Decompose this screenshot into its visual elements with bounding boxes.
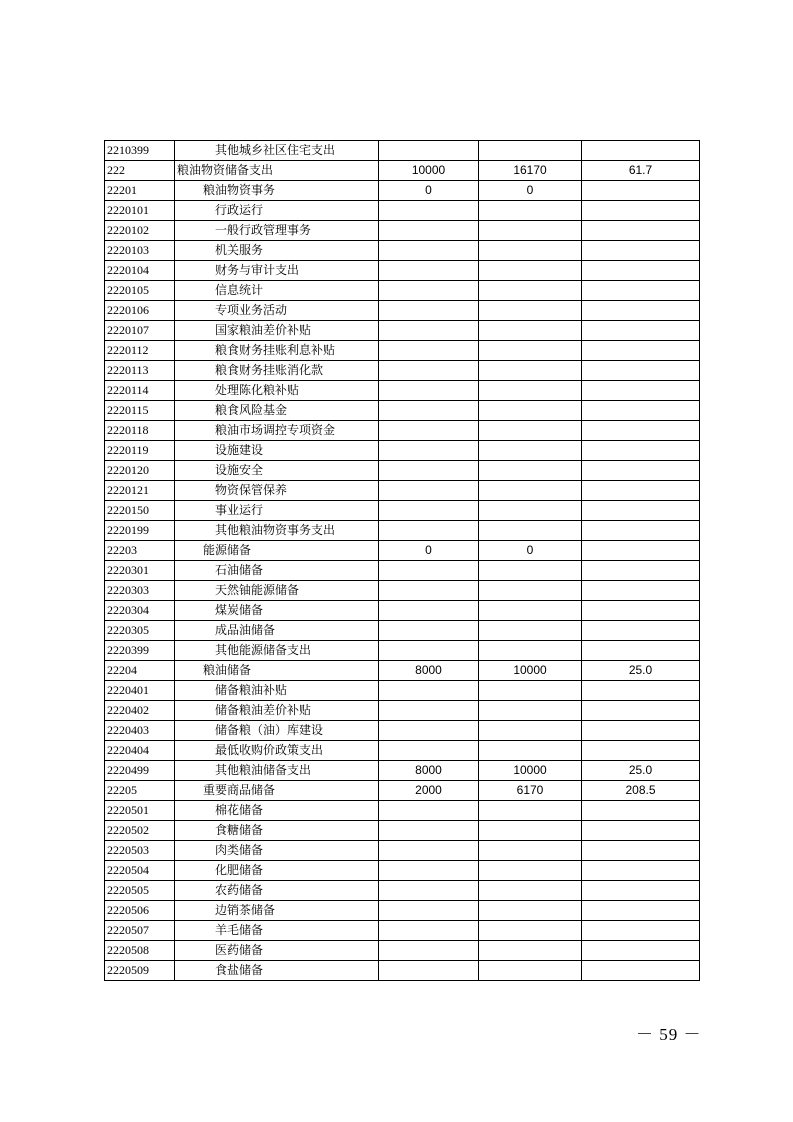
row-value-3-cell — [582, 241, 700, 261]
row-value-3-cell — [582, 501, 700, 521]
table-row — [105, 721, 700, 741]
row-code-cell: 2220508 — [105, 941, 175, 961]
row-code-cell: 2220504 — [105, 861, 175, 881]
row-code-cell: 2220106 — [105, 301, 175, 321]
row-value-3-cell — [582, 941, 700, 961]
row-code-cell: 2220401 — [105, 681, 175, 701]
row-code-cell: 2220304 — [105, 601, 175, 621]
row-value-3-cell — [582, 301, 700, 321]
row-code-cell: 2220502 — [105, 821, 175, 841]
row-name-cell: 食糖储备 — [175, 821, 379, 841]
row-code-cell: 2220105 — [105, 281, 175, 301]
row-value-2-cell — [479, 581, 582, 601]
row-name-cell: 最低收购价政策支出 — [175, 741, 379, 761]
row-value-3-cell — [582, 401, 700, 421]
table-row — [105, 561, 700, 581]
row-value-1-cell — [379, 321, 479, 341]
row-code-cell: 2220103 — [105, 241, 175, 261]
row-name-cell: 其他粮油物资事务支出 — [175, 521, 379, 541]
table-row — [105, 861, 700, 881]
row-value-1-cell — [379, 941, 479, 961]
table-row — [105, 641, 700, 661]
row-value-3-cell — [582, 841, 700, 861]
table-row — [105, 441, 700, 461]
row-value-3-cell — [582, 601, 700, 621]
row-code-cell: 2220102 — [105, 221, 175, 241]
table-body — [105, 141, 700, 981]
row-code-cell: 2220107 — [105, 321, 175, 341]
row-value-2-cell — [479, 961, 582, 981]
row-value-2-cell — [479, 301, 582, 321]
table-row — [105, 221, 700, 241]
row-value-3-cell — [582, 581, 700, 601]
row-value-3-cell — [582, 341, 700, 361]
row-name-cell: 肉类储备 — [175, 841, 379, 861]
row-value-1-cell — [379, 301, 479, 321]
row-value-1-cell: 8000 — [379, 661, 479, 681]
row-value-3-cell: 25.0 — [582, 661, 700, 681]
row-code-cell: 22205 — [105, 781, 175, 801]
row-value-3-cell — [582, 381, 700, 401]
row-name-cell: 处理陈化粮补贴 — [175, 381, 379, 401]
row-code-cell: 2220399 — [105, 641, 175, 661]
row-value-3-cell — [582, 221, 700, 241]
row-value-3-cell — [582, 261, 700, 281]
row-value-1-cell: 2000 — [379, 781, 479, 801]
table-row — [105, 461, 700, 481]
row-value-2-cell — [479, 821, 582, 841]
row-name-cell: 石油储备 — [175, 561, 379, 581]
row-name-cell: 国家粮油差价补贴 — [175, 321, 379, 341]
row-code-cell: 2220118 — [105, 421, 175, 441]
row-code-cell: 2220119 — [105, 441, 175, 461]
row-code-cell: 2220114 — [105, 381, 175, 401]
row-value-3-cell — [582, 701, 700, 721]
row-code-cell: 2220503 — [105, 841, 175, 861]
row-value-1-cell — [379, 881, 479, 901]
row-code-cell: 2220506 — [105, 901, 175, 921]
row-value-1-cell — [379, 201, 479, 221]
row-value-1-cell — [379, 481, 479, 501]
row-code-cell: 2220404 — [105, 741, 175, 761]
row-value-2-cell — [479, 261, 582, 281]
row-value-1-cell — [379, 361, 479, 381]
row-value-2-cell — [479, 701, 582, 721]
row-name-cell: 棉花储备 — [175, 801, 379, 821]
row-name-cell: 其他能源储备支出 — [175, 641, 379, 661]
table-row — [105, 241, 700, 261]
table-row — [105, 841, 700, 861]
row-value-2-cell — [479, 881, 582, 901]
row-value-1-cell — [379, 461, 479, 481]
table-row — [105, 901, 700, 921]
table-row — [105, 661, 700, 681]
table-row — [105, 541, 700, 561]
row-value-2-cell — [479, 461, 582, 481]
row-value-3-cell — [582, 721, 700, 741]
row-value-3-cell — [582, 621, 700, 641]
table-row — [105, 381, 700, 401]
row-value-2-cell — [479, 381, 582, 401]
row-value-1-cell — [379, 421, 479, 441]
row-name-cell: 其他城乡社区住宅支出 — [175, 141, 379, 161]
row-value-3-cell — [582, 461, 700, 481]
row-code-cell: 2220104 — [105, 261, 175, 281]
table-row — [105, 201, 700, 221]
row-value-2-cell — [479, 941, 582, 961]
row-code-cell: 2220121 — [105, 481, 175, 501]
row-code-cell: 2220101 — [105, 201, 175, 221]
row-value-2-cell — [479, 321, 582, 341]
row-name-cell: 其他粮油储备支出 — [175, 761, 379, 781]
row-code-cell: 22203 — [105, 541, 175, 561]
row-code-cell: 222 — [105, 161, 175, 181]
table-row — [105, 581, 700, 601]
row-code-cell: 2220305 — [105, 621, 175, 641]
row-value-3-cell — [582, 141, 700, 161]
row-value-3-cell — [582, 861, 700, 881]
row-value-3-cell — [582, 641, 700, 661]
row-code-cell: 2220115 — [105, 401, 175, 421]
row-value-2-cell — [479, 221, 582, 241]
row-value-3-cell — [582, 741, 700, 761]
row-name-cell: 设施建设 — [175, 441, 379, 461]
row-value-1-cell — [379, 141, 479, 161]
page-number: － 59 － — [636, 1025, 702, 1044]
row-value-2-cell: 6170 — [479, 781, 582, 801]
row-name-cell: 粮油物资事务 — [175, 181, 379, 201]
row-value-3-cell — [582, 521, 700, 541]
row-value-2-cell — [479, 421, 582, 441]
row-value-2-cell: 10000 — [479, 661, 582, 681]
row-code-cell: 2220113 — [105, 361, 175, 381]
row-value-3-cell — [582, 561, 700, 581]
row-value-1-cell — [379, 221, 479, 241]
row-name-cell: 农药储备 — [175, 881, 379, 901]
row-code-cell: 2220303 — [105, 581, 175, 601]
row-name-cell: 行政运行 — [175, 201, 379, 221]
row-code-cell: 2210399 — [105, 141, 175, 161]
table-row — [105, 501, 700, 521]
table-row — [105, 961, 700, 981]
row-value-2-cell — [479, 201, 582, 221]
row-name-cell: 煤炭储备 — [175, 601, 379, 621]
row-code-cell: 2220501 — [105, 801, 175, 821]
row-value-3-cell — [582, 421, 700, 441]
row-value-2-cell — [479, 361, 582, 381]
row-value-3-cell — [582, 801, 700, 821]
table-row — [105, 321, 700, 341]
row-value-2-cell — [479, 141, 582, 161]
table-row — [105, 921, 700, 941]
row-name-cell: 信息统计 — [175, 281, 379, 301]
row-name-cell: 粮油市场调控专项资金 — [175, 421, 379, 441]
row-value-2-cell — [479, 721, 582, 741]
row-value-2-cell — [479, 601, 582, 621]
row-value-2-cell — [479, 841, 582, 861]
table-row — [105, 141, 700, 161]
row-value-1-cell — [379, 241, 479, 261]
row-value-1-cell — [379, 821, 479, 841]
row-name-cell: 事业运行 — [175, 501, 379, 521]
row-value-2-cell — [479, 281, 582, 301]
row-value-2-cell — [479, 921, 582, 941]
row-value-3-cell — [582, 921, 700, 941]
row-value-3-cell — [582, 681, 700, 701]
row-value-2-cell — [479, 801, 582, 821]
row-name-cell: 医药储备 — [175, 941, 379, 961]
row-value-1-cell — [379, 861, 479, 881]
table-row — [105, 361, 700, 381]
row-code-cell: 2220150 — [105, 501, 175, 521]
row-name-cell: 重要商品储备 — [175, 781, 379, 801]
row-name-cell: 粮食财务挂账利息补贴 — [175, 341, 379, 361]
row-name-cell: 粮油物资储备支出 — [175, 161, 379, 181]
table-row — [105, 761, 700, 781]
row-value-3-cell — [582, 361, 700, 381]
row-value-2-cell — [479, 561, 582, 581]
table-row — [105, 881, 700, 901]
row-value-2-cell — [479, 861, 582, 881]
table-row — [105, 301, 700, 321]
table-row — [105, 681, 700, 701]
row-value-1-cell: 10000 — [379, 161, 479, 181]
row-name-cell: 专项业务活动 — [175, 301, 379, 321]
row-code-cell: 2220112 — [105, 341, 175, 361]
row-value-1-cell — [379, 561, 479, 581]
table-row — [105, 941, 700, 961]
row-value-3-cell — [582, 961, 700, 981]
row-code-cell: 2220499 — [105, 761, 175, 781]
row-code-cell: 2220509 — [105, 961, 175, 981]
row-value-3-cell: 25.0 — [582, 761, 700, 781]
table-row — [105, 521, 700, 541]
table-row — [105, 181, 700, 201]
row-code-cell: 22204 — [105, 661, 175, 681]
row-value-3-cell: 208.5 — [582, 781, 700, 801]
table-row — [105, 701, 700, 721]
table-row — [105, 621, 700, 641]
row-value-1-cell — [379, 621, 479, 641]
table-row — [105, 261, 700, 281]
row-value-1-cell — [379, 721, 479, 741]
row-value-2-cell — [479, 241, 582, 261]
row-value-2-cell: 16170 — [479, 161, 582, 181]
row-value-1-cell — [379, 741, 479, 761]
row-value-1-cell — [379, 441, 479, 461]
row-value-2-cell: 10000 — [479, 761, 582, 781]
row-name-cell: 粮油储备 — [175, 661, 379, 681]
row-value-1-cell — [379, 521, 479, 541]
row-value-2-cell — [479, 641, 582, 661]
row-name-cell: 设施安全 — [175, 461, 379, 481]
row-value-1-cell — [379, 281, 479, 301]
table-row — [105, 741, 700, 761]
table-row — [105, 601, 700, 621]
row-code-cell: 2220120 — [105, 461, 175, 481]
row-code-cell: 2220199 — [105, 521, 175, 541]
row-value-2-cell — [479, 901, 582, 921]
row-name-cell: 财务与审计支出 — [175, 261, 379, 281]
table-row — [105, 421, 700, 441]
row-value-1-cell — [379, 381, 479, 401]
row-value-1-cell — [379, 701, 479, 721]
row-name-cell: 羊毛储备 — [175, 921, 379, 941]
row-value-3-cell: 61.7 — [582, 161, 700, 181]
table-row — [105, 821, 700, 841]
row-code-cell: 2220301 — [105, 561, 175, 581]
row-name-cell: 粮食财务挂账消化款 — [175, 361, 379, 381]
row-value-1-cell — [379, 261, 479, 281]
table-row — [105, 801, 700, 821]
table-row — [105, 341, 700, 361]
row-value-1-cell — [379, 341, 479, 361]
row-value-1-cell: 0 — [379, 541, 479, 561]
row-value-3-cell — [582, 181, 700, 201]
row-name-cell: 边销茶储备 — [175, 901, 379, 921]
row-value-1-cell — [379, 501, 479, 521]
table-row — [105, 481, 700, 501]
row-name-cell: 储备粮油差价补贴 — [175, 701, 379, 721]
table-row — [105, 281, 700, 301]
row-name-cell: 天然铀能源储备 — [175, 581, 379, 601]
row-name-cell: 一般行政管理事务 — [175, 221, 379, 241]
row-code-cell: 2220507 — [105, 921, 175, 941]
row-value-2-cell — [479, 501, 582, 521]
row-value-2-cell: 0 — [479, 541, 582, 561]
row-value-2-cell — [479, 681, 582, 701]
row-value-1-cell — [379, 901, 479, 921]
table-row — [105, 781, 700, 801]
row-value-3-cell — [582, 201, 700, 221]
row-value-1-cell — [379, 921, 479, 941]
row-name-cell: 机关服务 — [175, 241, 379, 261]
row-value-1-cell — [379, 601, 479, 621]
row-value-1-cell — [379, 401, 479, 421]
row-value-2-cell — [479, 441, 582, 461]
row-value-1-cell — [379, 841, 479, 861]
row-name-cell: 储备粮油补贴 — [175, 681, 379, 701]
row-value-2-cell — [479, 401, 582, 421]
row-value-3-cell — [582, 281, 700, 301]
row-value-1-cell: 0 — [379, 181, 479, 201]
row-value-1-cell — [379, 581, 479, 601]
row-value-2-cell: 0 — [479, 181, 582, 201]
row-value-2-cell — [479, 521, 582, 541]
row-name-cell: 能源储备 — [175, 541, 379, 561]
table-row — [105, 161, 700, 181]
row-value-1-cell — [379, 961, 479, 981]
budget-table — [104, 140, 700, 981]
row-value-3-cell — [582, 481, 700, 501]
row-code-cell: 2220403 — [105, 721, 175, 741]
row-name-cell: 成品油储备 — [175, 621, 379, 641]
row-value-3-cell — [582, 541, 700, 561]
row-value-3-cell — [582, 901, 700, 921]
row-name-cell: 物资保管保养 — [175, 481, 379, 501]
row-value-3-cell — [582, 881, 700, 901]
row-code-cell: 2220505 — [105, 881, 175, 901]
row-value-2-cell — [479, 481, 582, 501]
table-row — [105, 401, 700, 421]
row-value-1-cell — [379, 641, 479, 661]
row-name-cell: 粮食风险基金 — [175, 401, 379, 421]
row-value-1-cell — [379, 801, 479, 821]
row-value-1-cell: 8000 — [379, 761, 479, 781]
row-value-3-cell — [582, 441, 700, 461]
row-value-3-cell — [582, 821, 700, 841]
row-code-cell: 2220402 — [105, 701, 175, 721]
row-value-3-cell — [582, 321, 700, 341]
row-value-2-cell — [479, 621, 582, 641]
row-code-cell: 22201 — [105, 181, 175, 201]
row-value-1-cell — [379, 681, 479, 701]
row-value-2-cell — [479, 741, 582, 761]
row-name-cell: 食盐储备 — [175, 961, 379, 981]
row-name-cell: 化肥储备 — [175, 861, 379, 881]
row-value-2-cell — [479, 341, 582, 361]
row-name-cell: 储备粮（油）库建设 — [175, 721, 379, 741]
